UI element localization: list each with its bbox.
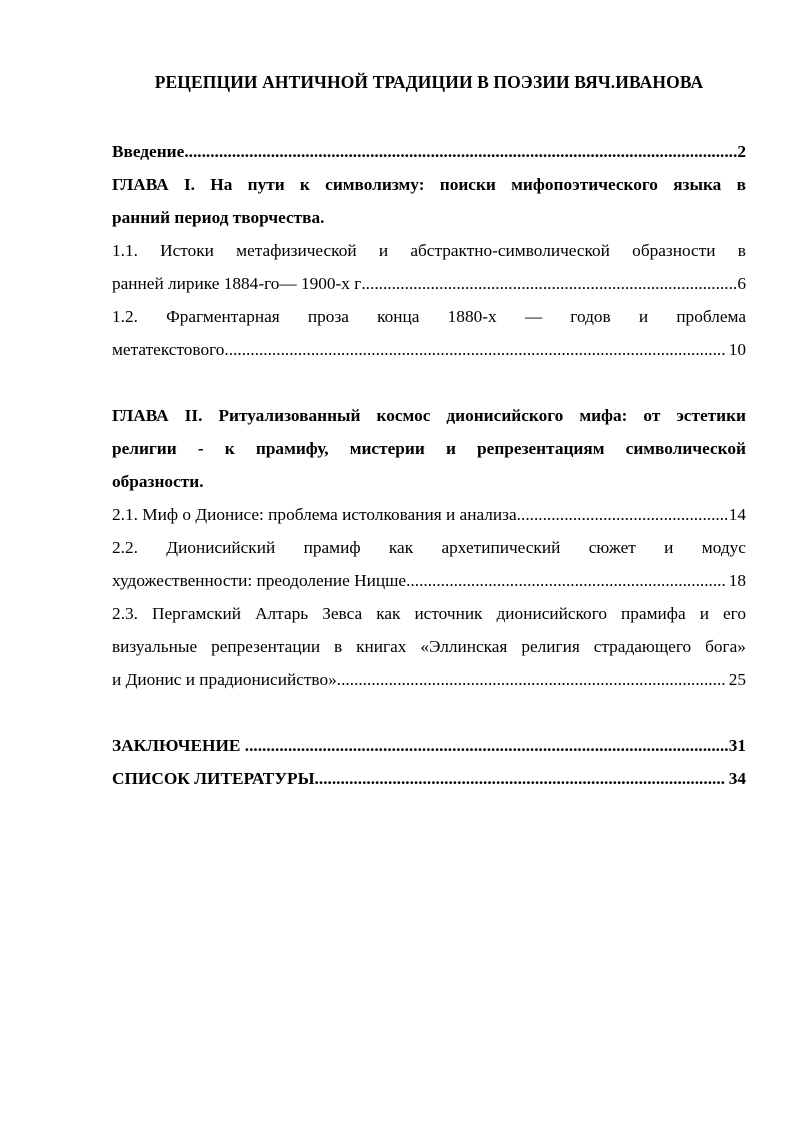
toc-entry-2-1[interactable] <box>112 498 746 531</box>
line-word: 1.2. <box>112 306 138 326</box>
leader-dots: ....................................................................................... <box>361 273 738 293</box>
line-word: Алтарь <box>255 603 309 623</box>
line-word: и <box>378 240 389 260</box>
toc-entry-conclusion[interactable] <box>112 729 746 762</box>
line-word: символизму: <box>325 174 425 194</box>
line-word: и <box>699 603 709 623</box>
leader-dots: ................................................................................................................ <box>244 735 729 755</box>
conclusion-page: 31 <box>728 735 746 755</box>
line-word: сюжет <box>588 537 636 557</box>
line-word: мифопоэтического <box>511 174 658 194</box>
section-1-1-line-2 <box>112 267 746 300</box>
line-word: бога» <box>705 636 746 656</box>
leader-dots: .......................................................................................... <box>336 669 726 689</box>
toc-entry-introduction[interactable] <box>112 135 746 168</box>
toc-entry-2-2[interactable] <box>112 531 746 597</box>
line-word: и <box>445 438 456 458</box>
line-word: репрезентациям <box>477 438 605 458</box>
chapter-gap-spacer <box>112 366 746 399</box>
line-word: книгах <box>356 636 407 656</box>
line-word: как <box>388 537 414 557</box>
line-word: прамифу, <box>255 438 329 458</box>
line-word: образности <box>632 240 716 260</box>
line-word: конца <box>377 306 420 326</box>
line-word: в <box>334 636 343 656</box>
bibliography-page: 34 <box>728 768 746 788</box>
chapter-1-heading-line-1 <box>112 168 746 201</box>
section-2-1-text: 2.1. Миф о Дионисе: проблема истолкования и анализа <box>112 504 517 524</box>
line-word: как <box>376 603 401 623</box>
line-word: «Эллинская <box>420 636 508 656</box>
line-word: - <box>197 438 204 458</box>
section-1-2-text-2: метатекстового <box>112 339 225 359</box>
line-word: 2.2. <box>112 537 138 557</box>
line-word: и <box>664 537 674 557</box>
line-word: проза <box>307 306 349 326</box>
line-word: ГЛАВА <box>112 174 169 194</box>
toc-heading-chapter-2[interactable] <box>112 399 746 498</box>
toc-heading-chapter-1[interactable] <box>112 168 746 234</box>
chapter-1-heading-text-2: ранний период творчества. <box>112 207 325 227</box>
line-word: Пергамский <box>151 603 242 623</box>
bibliography-label: СПИСОК ЛИТЕРАТУРЫ <box>112 768 315 788</box>
introduction-label: Введение <box>112 141 185 161</box>
line-word: II. <box>184 405 203 425</box>
section-2-2-line-2 <box>112 564 746 597</box>
leader-dots: ............................................................................................... <box>314 768 725 788</box>
toc-entry-1-1[interactable] <box>112 234 746 300</box>
toc-content <box>112 70 746 795</box>
line-word: его <box>723 603 746 623</box>
line-word: языка <box>673 174 722 194</box>
line-word: 2.3. <box>112 603 138 623</box>
section-2-2-line-1 <box>112 531 746 564</box>
line-word: I. <box>183 174 195 194</box>
line-word: эстетики <box>676 405 746 425</box>
line-word: годов <box>570 306 611 326</box>
line-word: поиски <box>439 174 496 194</box>
section-2-3-text-3: и Дионис и прадионисийство» <box>112 669 337 689</box>
line-word: 1.1. <box>112 240 138 260</box>
section-2-2-page: 18 <box>728 570 746 590</box>
line-word: религия <box>521 636 580 656</box>
conclusion-gap-spacer <box>112 696 746 729</box>
line-word: к <box>224 438 235 458</box>
line-word: репрезентации <box>211 636 321 656</box>
line-word: и <box>638 306 649 326</box>
line-word: визуальные <box>112 636 198 656</box>
line-word: пути <box>247 174 285 194</box>
section-1-2-line-1 <box>112 300 746 333</box>
line-word: Истоки <box>160 240 214 260</box>
leader-dots: .................................................................................................................... <box>224 339 726 359</box>
line-word: Ритуализованный <box>218 405 361 425</box>
introduction-page: 2 <box>737 141 746 161</box>
line-word: архетипический <box>441 537 561 557</box>
line-word: абстрактно-символической <box>410 240 610 260</box>
line-word: Фрагментарная <box>166 306 280 326</box>
section-1-1-text-2: ранней лирике 1884-го— 1900-х г <box>112 273 362 293</box>
section-1-2-line-2 <box>112 333 746 366</box>
leader-dots: ................................................................................................................................ <box>184 141 738 161</box>
section-2-2-text-2: художественности: преодоление Ницше <box>112 570 407 590</box>
line-word: Дионисийский <box>166 537 276 557</box>
line-word: в <box>737 240 746 260</box>
line-word: символической <box>625 438 746 458</box>
toc-entry-1-2[interactable] <box>112 300 746 366</box>
leader-dots: .......................................................................... <box>406 570 726 590</box>
line-word: религии <box>112 438 177 458</box>
section-2-3-page: 25 <box>728 669 746 689</box>
line-word: модус <box>701 537 746 557</box>
section-2-1-page: 14 <box>728 504 746 524</box>
section-2-1-line-1 <box>112 498 746 531</box>
conclusion-label: ЗАКЛЮЧЕНИЕ <box>112 735 245 755</box>
line-word: проблема <box>676 306 746 326</box>
line-word: На <box>210 174 233 194</box>
section-1-1-page: 6 <box>737 273 746 293</box>
line-word: страдающего <box>593 636 692 656</box>
line-word: дионисийского <box>446 405 564 425</box>
line-word: дионисийского <box>496 603 607 623</box>
line-word: от <box>643 405 661 425</box>
line-word: прамиф <box>303 537 361 557</box>
line-word: ГЛАВА <box>112 405 169 425</box>
line-word: 1880-х <box>447 306 497 326</box>
section-2-3-line-3 <box>112 663 746 696</box>
line-word: прамифа <box>621 603 686 623</box>
leader-dots: ................................................. <box>516 504 729 524</box>
toc-entry-bibliography[interactable] <box>112 762 746 795</box>
line-word: к <box>299 174 310 194</box>
section-1-1-line-1 <box>112 234 746 267</box>
chapter-2-heading-text-3: образности. <box>112 471 204 491</box>
chapter-1-heading-line-2 <box>112 201 746 234</box>
page-title: РЕЦЕПЦИИ АНТИЧНОЙ ТРАДИЦИИ В ПОЭЗИИ ВЯЧ.ИВАНОВА <box>154 72 704 92</box>
line-word: мистерии <box>349 438 425 458</box>
chapter-2-heading-line-3 <box>112 465 746 498</box>
title-spacer <box>112 94 746 135</box>
section-2-3-line-1 <box>112 597 746 630</box>
chapter-2-heading-line-2 <box>112 432 746 465</box>
section-2-3-line-2 <box>112 630 746 663</box>
chapter-2-heading-line-1 <box>112 399 746 432</box>
toc-entry-2-3[interactable] <box>112 597 746 696</box>
line-word: мифа: <box>579 405 628 425</box>
line-word: источник <box>414 603 483 623</box>
line-word: Зевса <box>322 603 363 623</box>
line-word: метафизической <box>236 240 357 260</box>
line-word: в <box>736 174 746 194</box>
line-word: космос <box>376 405 431 425</box>
section-1-2-page: 10 <box>728 339 746 359</box>
line-word: — <box>524 306 543 326</box>
